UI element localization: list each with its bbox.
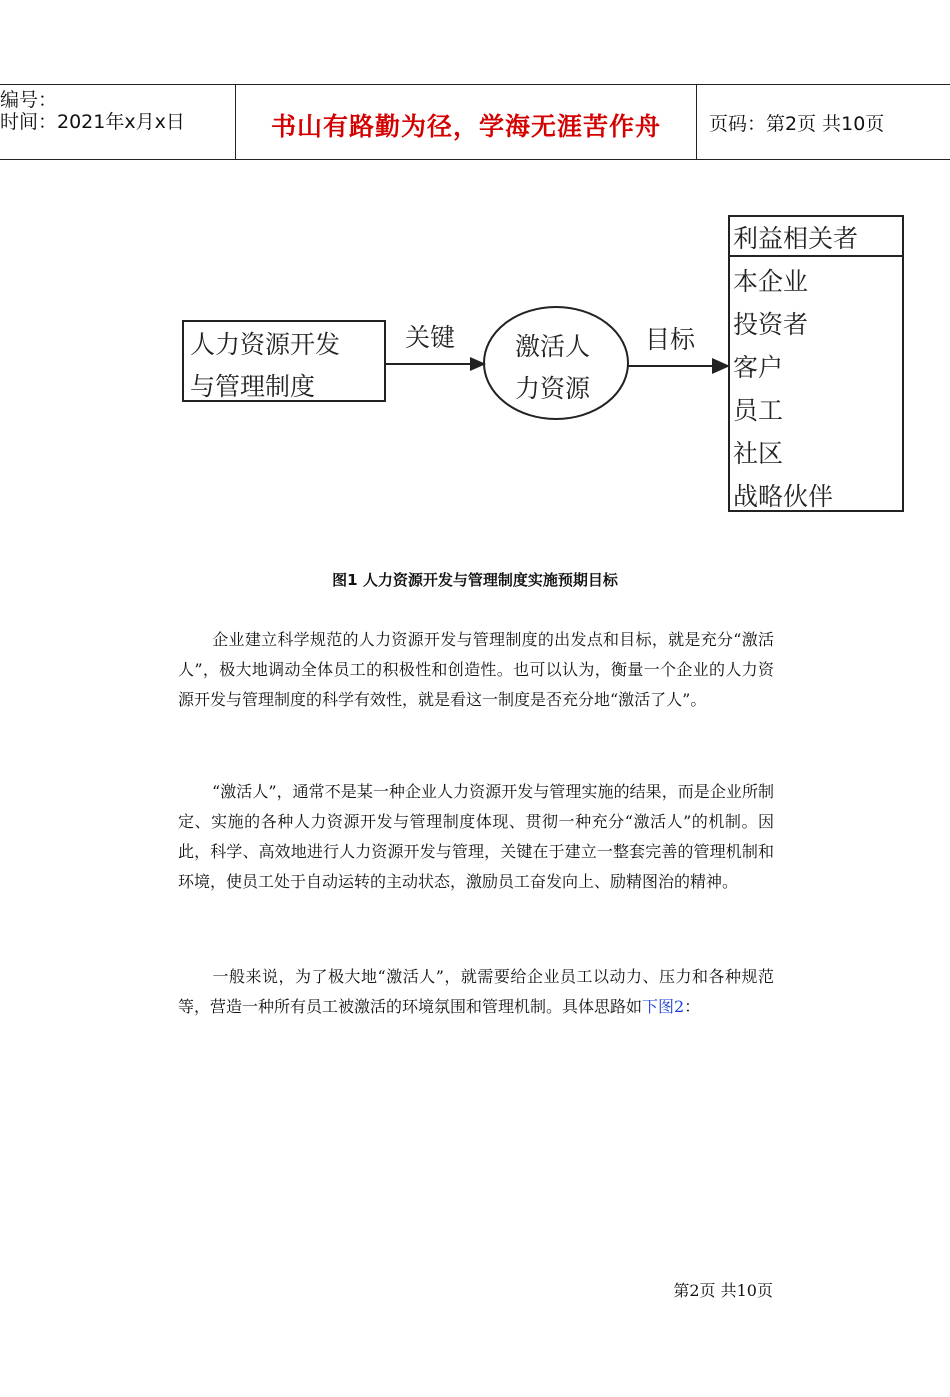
- stakeholders-title: 利益相关者: [733, 224, 859, 253]
- header-middle-cell: [236, 85, 697, 159]
- stakeholder-item: 员工: [733, 396, 784, 425]
- figure-2-link[interactable]: 下图2: [642, 997, 685, 1016]
- source-box-line-1: 人力资源开发: [190, 330, 341, 359]
- document-header: [0, 84, 950, 160]
- stakeholder-item: 社区: [733, 439, 784, 468]
- time-label: 时间：2021年x月x日: [0, 111, 185, 133]
- paragraph-1-text: 企业建立科学规范的人力资源开发与管理制度的出发点和目标，就是充分“激活人”，极大地调动全体员工的积极性和创造性。也可以认为，衡量一个企业的人力资源开发与管理制度的科学有效性，就是看这一制度是否充分地“激活了人”。: [178, 630, 774, 709]
- motto-text: 书山有路勤为径，学海无涯苦作舟: [270, 112, 661, 141]
- arrow-goal-head: [712, 358, 730, 374]
- header-right-cell: [697, 85, 950, 159]
- stakeholder-item: 投资者: [733, 310, 809, 339]
- stakeholder-item: 战略伙伴: [733, 482, 834, 511]
- center-node-line-2: 力资源: [515, 374, 591, 403]
- paragraph-3-text: 一般来说，为了极大地“激活人”，就需要给企业员工以动力、压力和各种规范等，营造一种所有员工被激活的环境氛围和管理机制。具体思路如: [178, 967, 774, 1016]
- figure-1-diagram: [0, 200, 950, 530]
- center-node-line-1: 激活人: [515, 332, 591, 361]
- number-label: 编号：: [0, 89, 58, 111]
- paragraph-2-text: “激活人”，通常不是某一种企业人力资源开发与管理实施的结果，而是企业所制定、实施的各种人力资源开发与管理制度体现、贯彻一种充分“激活人”的机制。因此，科学、高效地进行人力资源开发与管理，关键在于建立一整套完善的管理机制和环境，使员工处于自动运转的主动状态，激励员工奋发向上、励精图治的精神。: [178, 782, 774, 891]
- source-box-line-2: 与管理制度: [190, 372, 316, 401]
- header-left-cell: [0, 85, 236, 159]
- paragraph-3: [178, 962, 774, 1022]
- arrow-goal-label: 目标: [645, 325, 696, 354]
- figure-caption: 图1 人力资源开发与管理制度实施预期目标: [332, 571, 618, 589]
- page-footer: 第2页 共10页: [673, 1281, 773, 1300]
- paragraph-2: [178, 777, 774, 897]
- arrow-key-label: 关键: [405, 323, 456, 352]
- stakeholder-item: 客户: [733, 353, 784, 382]
- stakeholder-item: 本企业: [733, 267, 809, 296]
- paragraph-1: [178, 625, 774, 715]
- paragraph-3-end: ：: [684, 997, 701, 1016]
- page-code: 页码：第2页 共10页: [709, 113, 885, 135]
